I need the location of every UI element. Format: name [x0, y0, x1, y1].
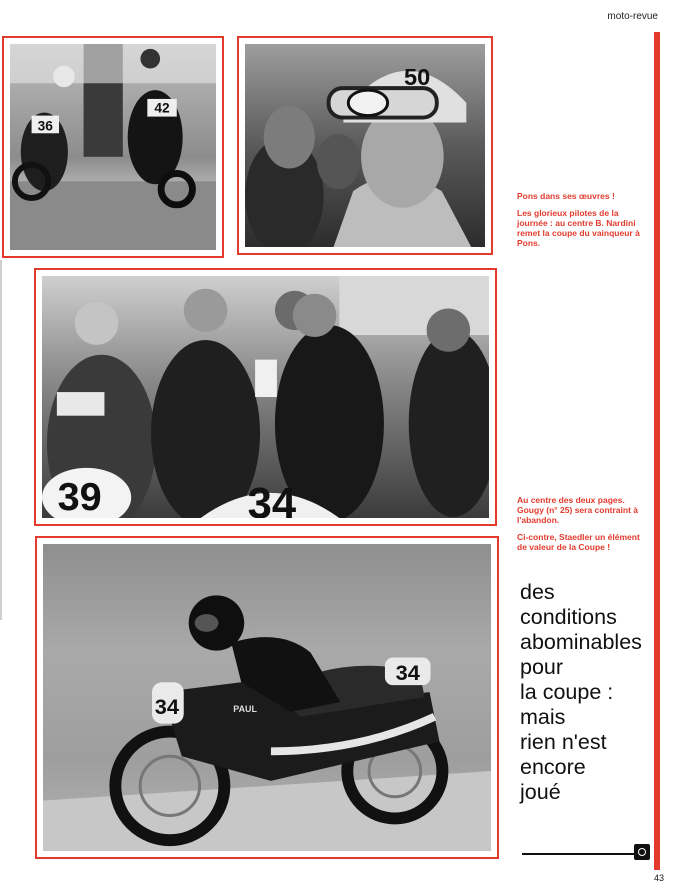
caption-middle-body: Au centre des deux pages. Gougy (n° 25) sera contraint à l'abandon.	[517, 495, 639, 525]
headline-line: la coupe :	[520, 680, 614, 704]
photo-racers-on-track	[10, 44, 216, 250]
race-number-36: 36	[37, 118, 53, 134]
photo-frame-top-right	[237, 36, 493, 255]
number-plate-36	[32, 116, 59, 134]
race-number-42: 42	[154, 100, 170, 116]
number-plate-42	[147, 99, 176, 117]
photo-frame-middle	[34, 268, 497, 526]
caption-middle	[517, 495, 647, 559]
headline-line: rien n'est	[520, 730, 607, 754]
article-headline	[520, 580, 655, 805]
fairing-number-34: 34	[154, 693, 180, 719]
article-end-rule	[522, 853, 634, 855]
headline-line: pour	[520, 655, 564, 679]
plate-number-34: 34	[247, 480, 297, 518]
caption-top	[517, 191, 647, 255]
caption-middle-detail: Ci-contre, Staedler un élément de valeur de la Coupe !	[517, 532, 640, 552]
headline-line: des	[520, 580, 555, 604]
tail-number-34: 34	[395, 660, 420, 686]
headline-line: encore	[520, 755, 586, 779]
headline-line: joué	[520, 780, 561, 804]
helmet-number: 50	[404, 64, 431, 91]
fairing-sponsor-text: PAUL	[233, 703, 257, 714]
headline-line: mais	[520, 705, 566, 729]
plate-number-39: 39	[57, 475, 102, 518]
magazine-name: moto-revue	[607, 11, 658, 22]
left-page-edge	[0, 260, 2, 620]
headline-line: conditions	[520, 605, 617, 629]
photo-frame-bottom	[35, 536, 499, 859]
page-number: 43	[654, 873, 665, 883]
caption-top-title: Pons dans ses œuvres !	[517, 191, 615, 201]
photo-motorcycle-cornering	[43, 544, 491, 851]
photo-frame-top-left	[2, 36, 224, 258]
caption-top-body: Les glorieux pilotes de la journée : au centre B. Nardini remet la coupe du vainqueur à Pons.	[517, 208, 640, 248]
article-end-mark-icon	[634, 844, 650, 860]
headline-line: abominables	[520, 630, 642, 654]
photo-trophy-presentation	[42, 276, 489, 518]
photo-rider-portrait	[245, 44, 485, 247]
